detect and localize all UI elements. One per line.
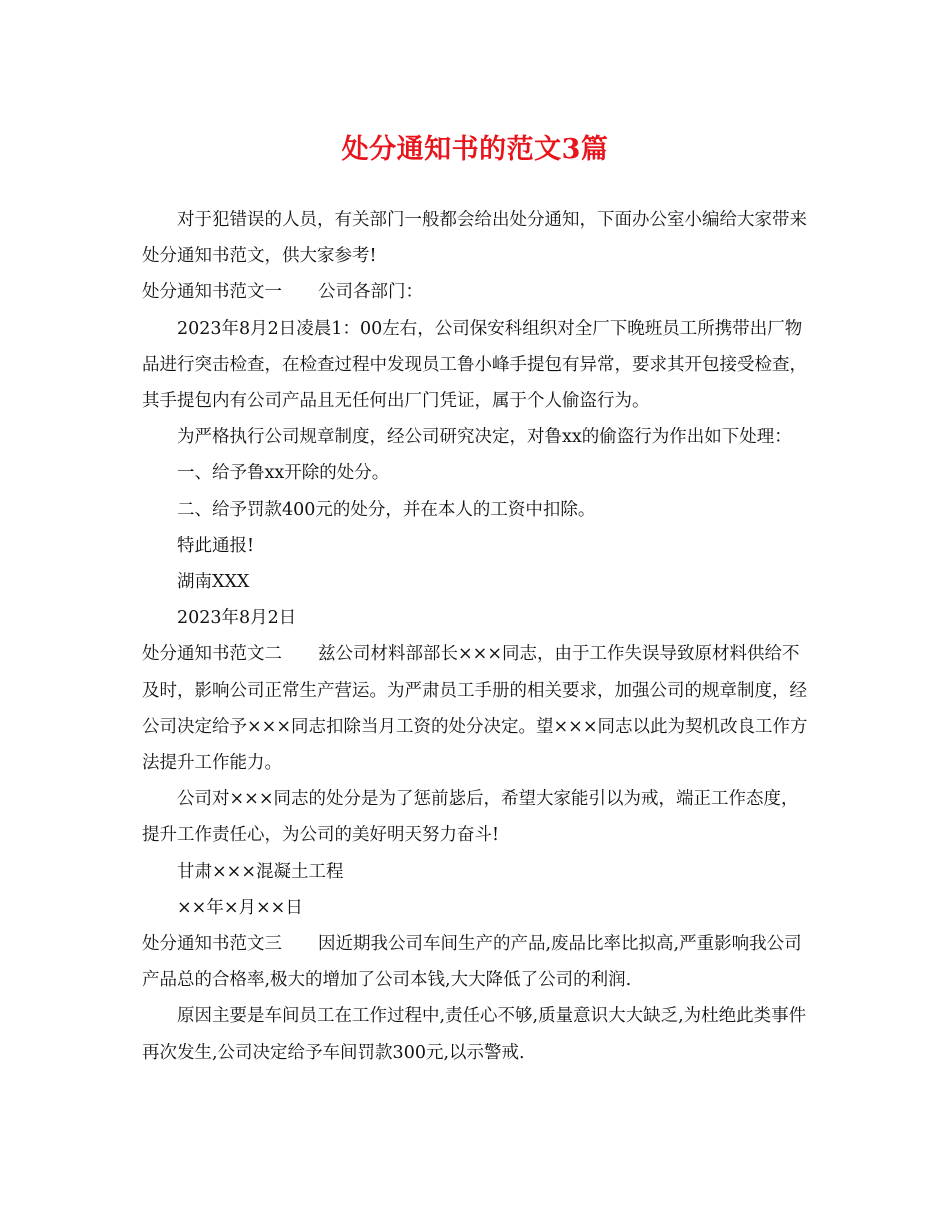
- section-3-text-1: 因近期我公司车间生产的产品,废品比率比拟高,严重影响我公司产品总的合格率,极大的增加了公司本钱,大大降低了公司的利润.: [142, 934, 802, 991]
- section-2-text-1: 兹公司材料部部长×××同志，由于工作失误导致原材料供给不及时，影响公司正常生产营运。为严肃员工手册的相关要求，加强公司的规章制度，经公司决定给予×××同志扣除当月工资的处分决定。望×××同志以此为契机改良工作方法提升工作能力。: [142, 644, 808, 774]
- intro-paragraph: 对于犯错误的人员，有关部门一般都会给出处分通知，下面办公室小编给大家带来处分通知书范文，供大家参考!: [142, 210, 807, 267]
- document-body: [142, 202, 812, 1071]
- section-3-paragraph-1: [142, 926, 812, 998]
- section-1-paragraph-2: 为严格执行公司规章制度，经公司研究决定，对鲁xx的偷盗行为作出如下处理：: [177, 427, 792, 448]
- section-1-heading: [142, 274, 812, 310]
- section-2-date: ××年×月××日: [177, 897, 303, 918]
- section-2-signature: 甘肃×××混凝土工程: [177, 861, 344, 882]
- section-1-closing: 特此通报!: [177, 535, 255, 556]
- section-3-paragraph-2: 原因主要是车间员工在工作过程中,责任心不够,质量意识大大缺乏,为杜绝此类事件再次发生,公司决定给予车间罚款300元,以示警戒.: [142, 1006, 807, 1063]
- section-3-label: 处分通知书范文三: [142, 934, 282, 955]
- section-1-item-1: 一、给予鲁xx开除的处分。: [177, 463, 390, 484]
- section-2-label: 处分通知书范文二: [142, 644, 282, 665]
- section-1-item-2: 二、给予罚款400元的处分，并在本人的工资中扣除。: [177, 499, 596, 520]
- section-2-paragraph-1: [142, 636, 812, 781]
- document-title: 处分通知书的范文3篇: [341, 134, 609, 165]
- section-1-signature: 湖南XXX: [177, 572, 250, 593]
- section-1-label: 处分通知书范文一: [142, 282, 282, 303]
- section-2-paragraph-2: 公司对×××同志的处分是为了惩前毖后，希望大家能引以为戒，端正工作态度，提升工作责任心，为公司的美好明天努力奋斗!: [142, 789, 799, 846]
- section-1-paragraph-1: 2023年8月2日凌晨1：00左右，公司保安科组织对全厂下晚班员工所携带出厂物品进行突击检查，在检查过程中发现员工鲁小峰手提包有异常，要求其开包接受检查，其手提包内有公司产品且无任何出厂门凭证，属于个人偷盗行为。: [142, 318, 807, 412]
- section-1-addressee: 公司各部门：: [318, 282, 423, 303]
- section-1-date: 2023年8月2日: [177, 608, 297, 629]
